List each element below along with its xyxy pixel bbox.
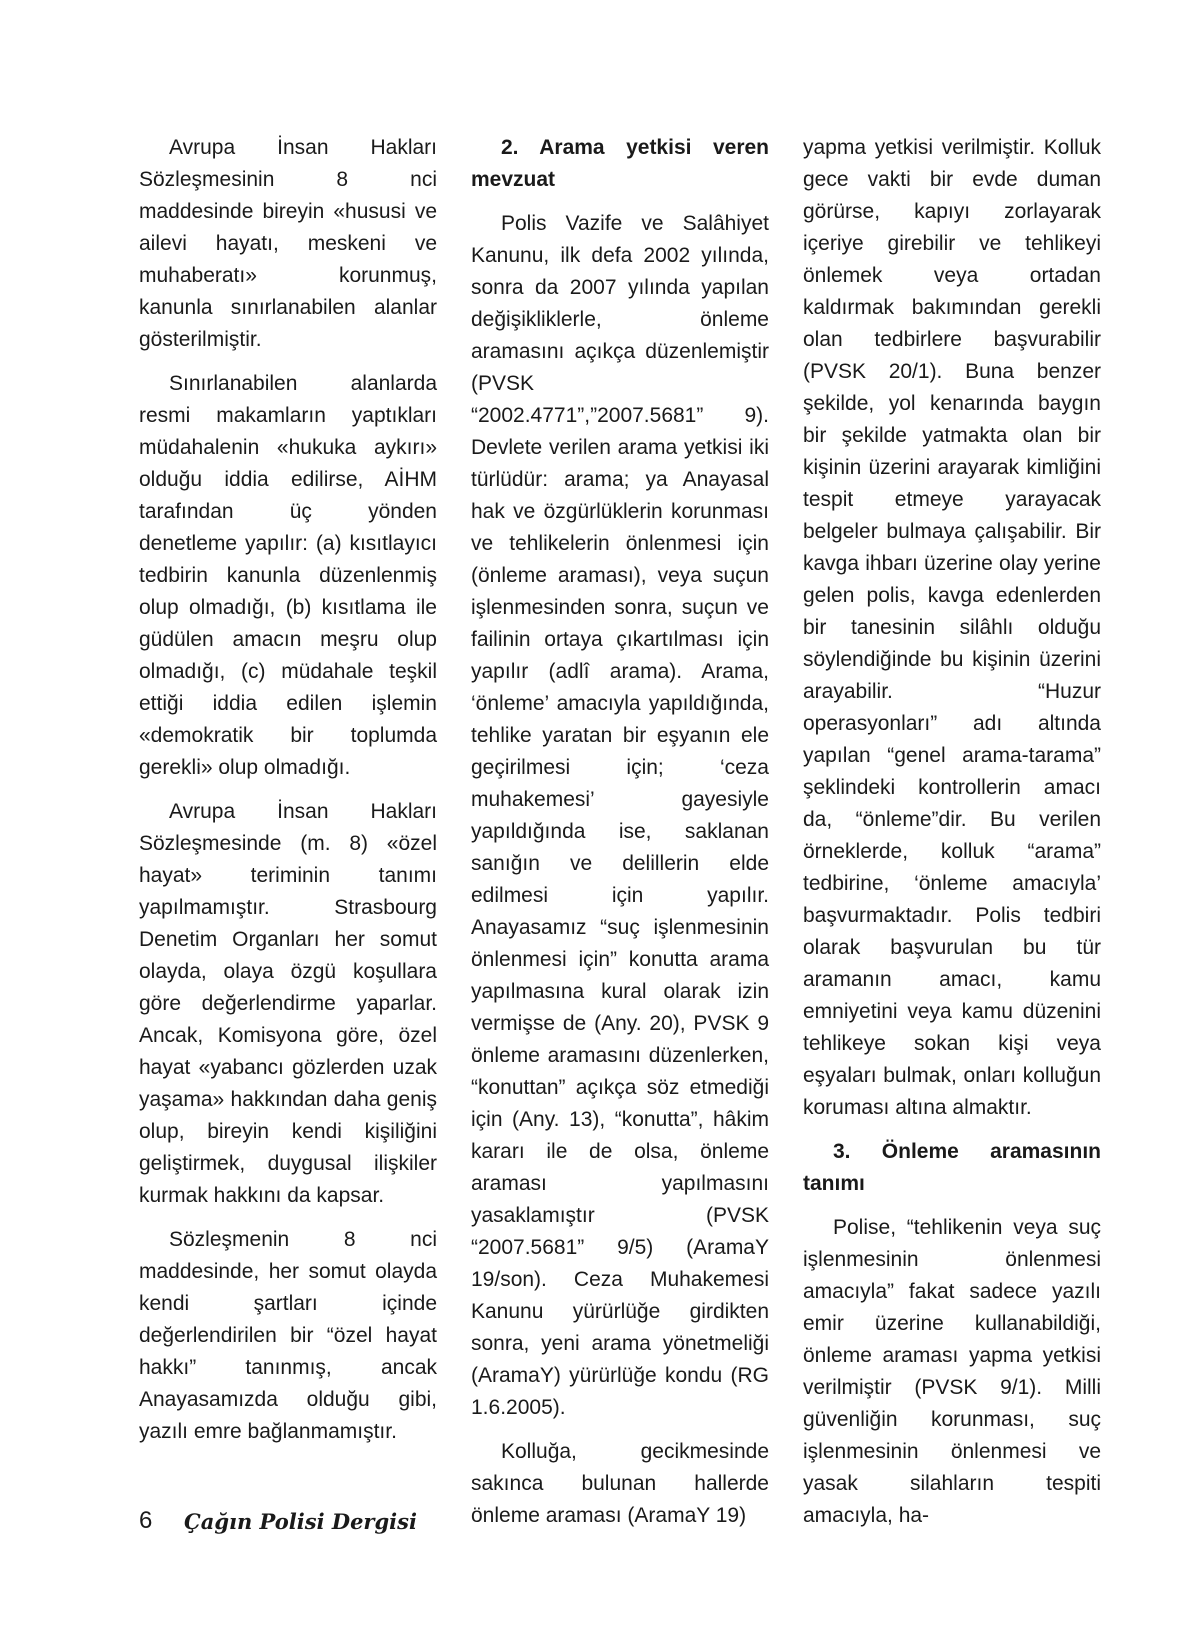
text-column-3 <box>803 132 1101 1544</box>
paragraph: Avrupa İnsan Hakları Sözleşmesinde (m. 8) «özel hayat» teriminin tanımı yapılmamıştır. Strasbourg Denetim Organları her somut olayda, olaya özgü koşullara göre değerlendirme yaparlar. Ancak, Komisyona göre, özel hayat «yabancı gözlerden uzak yaşama» hakkından daha geniş olup, bireyin kendi kişiliğini geliştirmek, duygusal ilişkiler kurmak hakkını da kapsar. <box>139 800 437 1207</box>
paragraph: Avrupa İnsan Hakları Sözleşmesinin 8 nci maddesinde bireyin «hususi ve ailevi hayatı, meskeni ve muhaberatı» korunmuş, kanunla sınırlanabilen alanlar gösterilmiştir. <box>139 136 437 351</box>
paragraph: Polis Vazife ve Salâhiyet Kanunu, ilk defa 2002 yılında, sonra da 2007 yılında yapılan değişikliklerle, önleme aramasını açıkça düzenlemiştir (PVSK “2002.4771”,”2007.5681” 9). Devlete verilen arama yetkisi iki türlüdür: arama; ya Anayasal hak ve özgürlüklerin korunması ve tehlikelerin önlenmesi için (önleme araması), veya suçun işlenmesinden sonra, suçun ve failinin ortaya çıkartılması için yapılır (adlî arama). Arama, ‘önleme’ amacıyla yapıldığında, tehlike yaratan bir eşyanın ele geçirilmesi için; ‘ceza muhakemesi’ gayesiyle yapıldığında ise, saklanan sanığın ve delillerin elde edilmesi için yapılır. Anayasamız “suç işlenmesinin önlenmesi için” konutta arama yapılmasına kural olarak izin vermişse de (Any. 20), PVSK 9 önleme aramasını düzenlerken, “konuttan” açıkça söz etmediği için (Any. 13), “konutta”, hâkim kararı ile de olsa, önleme araması yapılmasını yasaklamıştır (PVSK “2007.5681” 9/5) (AramaY 19/son). Ceza Muhakemesi Kanunu yürürlüğe girdikten sonra, yeni arama yönetmeliği (AramaY) yürürlüğe kondu (RG 1.6.2005). <box>471 212 769 1419</box>
paragraph: Polise, “tehlikenin veya suç işlenmesinin önlenmesi amacıyla” fakat sadece yazılı emir üzerine kullanabildiği, önleme araması yapma yetkisi verilmiştir (PVSK 9/1). Milli güvenliğin korunması, suç işlenmesinin önlenmesi ve yasak silahların tespiti amacıyla, ha- <box>803 1216 1101 1527</box>
page-number: 6 <box>139 1507 153 1534</box>
paragraph: Kolluğa, gecikmesinde sakınca bulunan hallerde önleme araması (AramaY 19) <box>471 1440 769 1527</box>
journal-title: Çağın Polisi Dergisi <box>184 1509 417 1534</box>
text-column-2 <box>471 132 769 1544</box>
paragraph: Sınırlanabilen alanlarda resmi makamların yaptıkları müdahalenin «hukuka aykırı» olduğu iddia edilirse, AİHM tarafından üç yönden denetleme yapılır: (a) kısıtlayıcı tedbirin kanunla düzenlenmiş olup olmadığı, (b) kısıtlama ile güdülen amacın meşru olup olmadığı, (c) müdahale teşkil ettiği iddia edilen işlemin «demokratik bir toplumda gerekli» olup olmadığı. <box>139 372 437 779</box>
section-heading: 2. Arama yetkisi veren mevzuat <box>471 136 769 191</box>
paragraph: Sözleşmenin 8 nci maddesinde, her somut olayda kendi şartları içinde değerlendirilen bir “özel hayat hakkı” tanınmış, ancak Anayasamızda olduğu gibi, yazılı emre bağlanmamıştır. <box>139 1228 437 1443</box>
paragraph-continued: yapma yetkisi verilmiştir. Kolluk gece vakti bir evde duman görürse, kapıyı zorlayarak içeriye girebilir ve tehlikeyi önlemek veya ortadan kaldırmak bakımından gerekli olan tedbirlere başvurabilir (PVSK 20/1). Buna benzer şekilde, yol kenarında baygın bir şekilde yatmakta olan bir kişinin üzerini arayarak kimliğini tespit etmeye yarayacak belgeler bulmaya çalışabilir. Bir kavga ihbarı üzerine olay yerine gelen polis, kavga edenlerden bir tanesinin silâhlı olduğu söylendiğinde bu kişinin üzerini arayabilir. “Huzur operasyonları” adı altında yapılan “genel arama-tarama” şeklindeki kontrollerin amacı da, “önleme”dir. Bu verilen örneklerde, kolluk “arama” tedbirine, ‘önleme amacıyla’ başvurmaktadır. Polis tedbiri olarak başvurulan bu tür aramanın amacı, kamu emniyetini veya kamu düzenini tehlikeye sokan kişi veya eşyaları bulmak, onları kolluğun koruması altına almaktır. <box>803 136 1101 1119</box>
section-heading: 3. Önleme aramasının tanımı <box>803 1140 1101 1195</box>
text-column-1 <box>139 132 437 1460</box>
